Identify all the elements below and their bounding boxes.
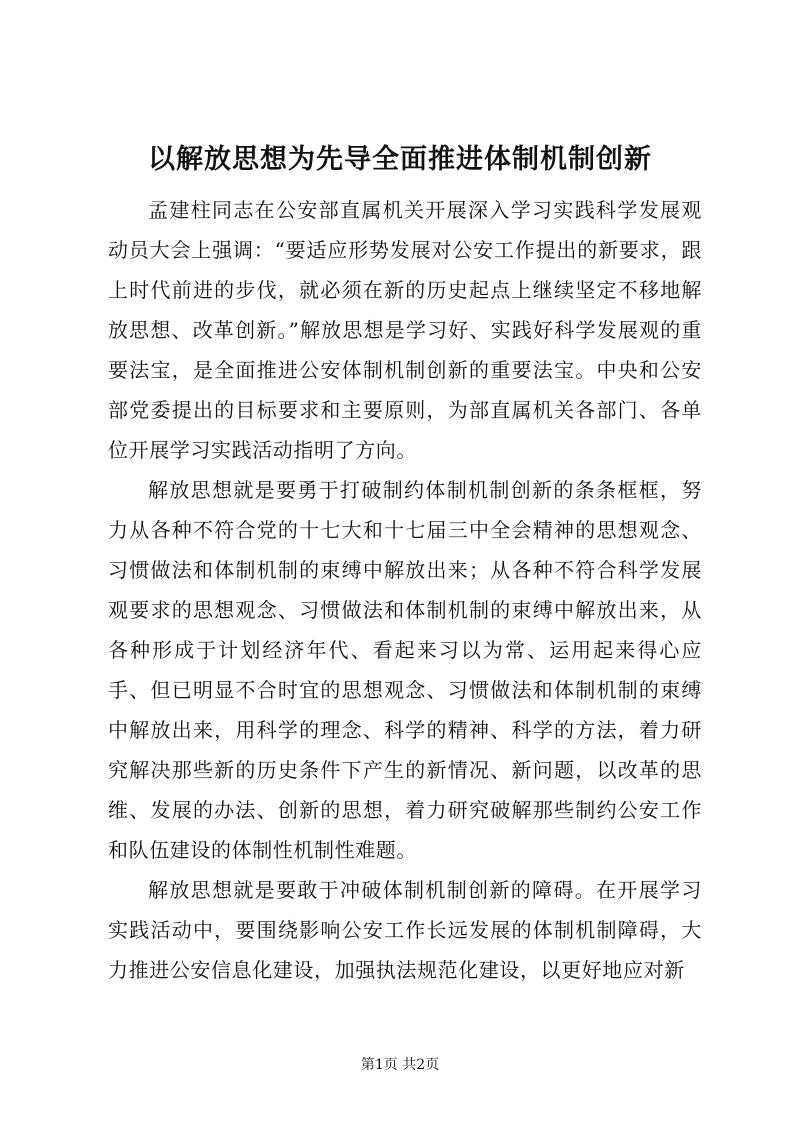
page-number: 第1页 共2页 bbox=[360, 1057, 440, 1073]
paragraph-2: 解放思想就是要勇于打破制约体制机制创新的条条框框，努力从各种不符合党的十七大和十七届三中全会精神的思想观念、习惯做法和体制机制的束缚中解放出来；从各种不符合科学发展观要求的思想观念、习惯做法和体制机制的束缚中解放出来，从各种形成于计划经济年代、看起来习以为常、运用起来得心应手、但已明显不合时宜的思想观念、习惯做法和体制机制的束缚中解放出来，用科学的理念、科学的精神、科学的方法，着力研究解决那些新的历史条件下产生的新情况、新问题，以改革的思维、发展的办法、创新的思想，着力研究破解那些制约公安工作和队伍建设的体制性机制性难题。 bbox=[108, 478, 702, 862]
paragraph-3: 解放思想就是要敢于冲破体制机制创新的障碍。在开展学习实践活动中，要围绕影响公安工作长远发展的体制机制障碍，大力推进公安信息化建设，加强执法规范化建设，以更好地应对新 bbox=[108, 878, 702, 982]
document-title: 以解放思想为先导全面推进体制机制创新 bbox=[148, 144, 652, 175]
page-footer bbox=[0, 1055, 800, 1075]
paragraph-1: 孟建柱同志在公安部直属机关开展深入学习实践科学发展观动员大会上强调：“要适应形势发展对公安工作提出的新要求，跟上时代前进的步伐，就必须在新的历史起点上继续坚定不移地解放思想、改革创新。”解放思想是学习好、实践好科学发展观的重要法宝，是全面推进公安体制机制创新的重要法宝。中央和公安部党委提出的目标要求和主要原则，为部直属机关各部门、各单位开展学习实践活动指明了方向。 bbox=[108, 198, 702, 462]
document-body bbox=[108, 190, 702, 990]
